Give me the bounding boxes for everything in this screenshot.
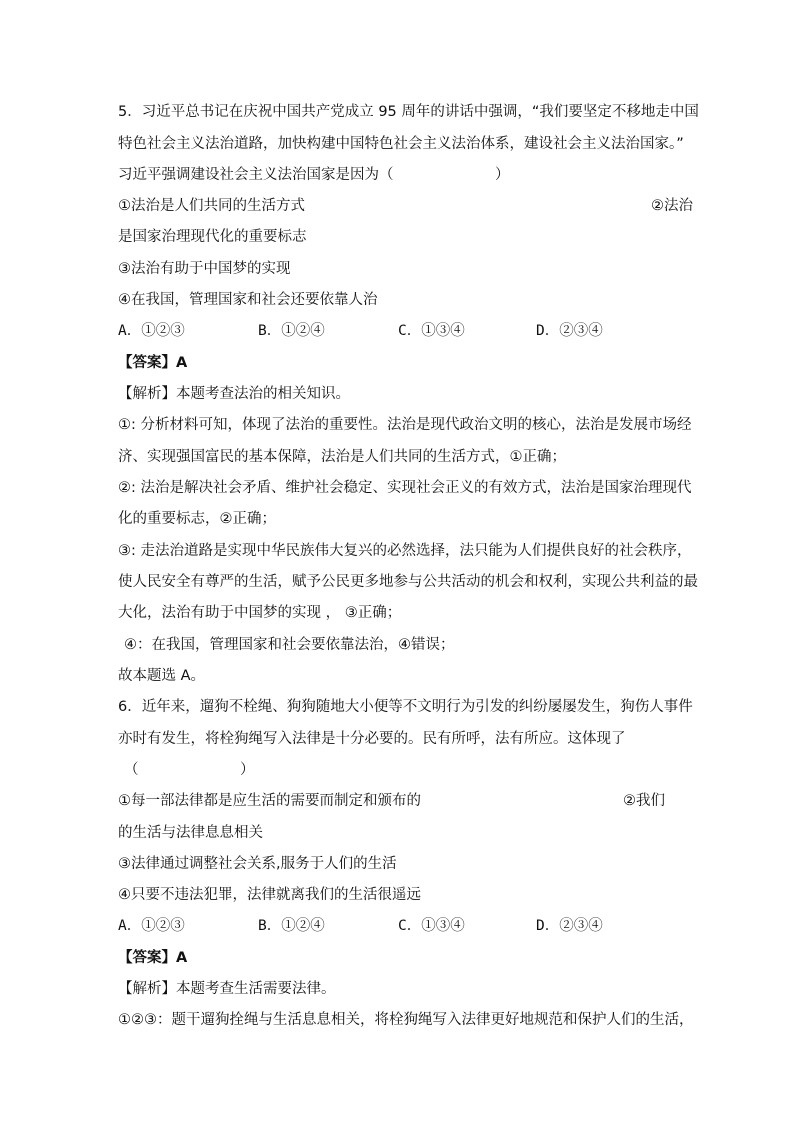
q6-item-4: ④只要不违法犯罪，法律就离我们的生活很遥远 [118, 887, 421, 903]
q5-option-a: A．①②③ [118, 323, 185, 339]
q5-explanation-2b: 化的重要标志，②正确； [118, 511, 276, 527]
q5-explanation-1a: ①: 分析材料可知，体现了法治的重要性。法治是现代政治文明的核心，法治是发展市场经 [118, 417, 692, 433]
q5-explanation-1b: 济、实现强国富民的基本保障，法治是人们共同的生活方式，①正确； [118, 449, 566, 465]
q5-item-1: ①法治是人们共同的生活方式 [118, 198, 305, 214]
q5-explanation-3b: 使人民安全有尊严的生活，赋予公民更多地参与公共活动的机会和权利，实现公共利益的最 [118, 574, 698, 590]
q5-explanation-3a: ③: 走法治道路是实现中华民族伟大复兴的必然选择，法只能为人们提供良好的社会秩序， [118, 543, 692, 559]
q5-item-4: ④在我国，管理国家和社会还要依靠人治 [118, 292, 378, 308]
q6-answer: 【答案】A [118, 950, 188, 966]
q5-option-d: D．②③④ [536, 323, 603, 339]
q5-analysis-title: 【解析】本题考查法治的相关知识。 [118, 386, 350, 402]
q6-item-2-end: 的生活与法律息息相关 [118, 825, 263, 841]
q6-analysis-title: 【解析】本题考查生活需要法律。 [118, 981, 336, 997]
q6-option-c: C．①③④ [398, 918, 465, 934]
q5-conclusion: 故本题选 A。 [118, 668, 206, 684]
q5-item-3: ③法治有助于中国梦的实现 [118, 261, 291, 277]
q6-item-2-start: ②我们 [623, 793, 665, 809]
q6-stem-line-2: 亦时有发生，将栓狗绳写入法律是十分必要的。民有所呼，法有所应。这体现了 [118, 731, 626, 747]
q6-item-3: ③法律通过调整社会关系,服务于人们的生活 [118, 856, 397, 872]
q5-option-b: B．①②④ [258, 323, 325, 339]
q6-option-b: B．①②④ [258, 918, 325, 934]
q5-explanation-3c: 大化，法治有助于中国梦的实现 ， ③正确； [118, 605, 402, 621]
q5-stem-line-3: 习近平强调建设社会主义法治国家是因为（ ） [118, 167, 510, 183]
q5-explanation-4: ④：在我国，管理国家和社会要依靠法治，④错误； [124, 637, 455, 653]
q5-item-2-end: 是国家治理现代化的重要标志 [118, 229, 307, 245]
q6-item-1: ①每一部法律都是应生活的需要而制定和颁布的 [118, 793, 421, 809]
q6-stem-line-3: （ ） [124, 762, 255, 778]
q6-option-d: D．②③④ [536, 918, 603, 934]
q5-explanation-2a: ②: 法治是解决社会矛盾、维护社会稳定、实现社会正义的有效方式，法治是国家治理现代 [118, 480, 692, 496]
q6-explanation-1: ①②③：题干遛狗拴绳与生活息息相关，将栓狗绳写入法律更好地规范和保护人们的生活， [118, 1012, 694, 1028]
q5-answer: 【答案】A [118, 355, 188, 371]
q6-option-a: A．①②③ [118, 918, 185, 934]
q5-stem-line-1: 5．习近平总书记在庆祝中国共产党成立 95 周年的讲话中强调，“我们要坚定不移地走中国 [118, 104, 699, 120]
q5-option-c: C．①③④ [398, 323, 465, 339]
q6-stem-line-1: 6．近年来，遛狗不栓绳、狗狗随地大小便等不文明行为引发的纠纷屡屡发生，狗伤人事件 [118, 699, 693, 715]
q5-item-2-start: ②法治 [651, 198, 693, 214]
q5-stem-line-2: 特色社会主义法治道路，加快构建中国特色社会主义法治体系，建设社会主义法治国家。” [118, 136, 684, 152]
